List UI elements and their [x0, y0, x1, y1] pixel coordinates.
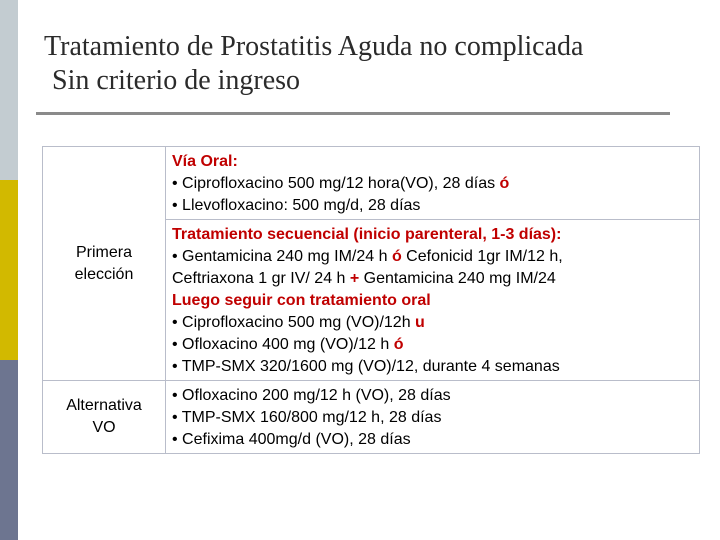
line-text: • Gentamicina 240 mg IM/24 h [172, 248, 392, 265]
line-text: Ceftriaxona 1 gr IV/ 24 h [172, 270, 350, 287]
table-line [172, 173, 699, 195]
table-line [172, 385, 699, 407]
line-text: • Ofloxacino 200 mg/12 h (VO), 28 días [172, 387, 451, 404]
decorative-stripe-top [0, 0, 18, 180]
table-row [43, 381, 700, 454]
line-text: • Ciprofloxacino 500 mg/12 hora(VO), 28 días [172, 175, 500, 192]
line-text: • TMP-SMX 320/1600 mg (VO)/12, durante 4 semanas [172, 358, 560, 375]
table-line [172, 246, 699, 268]
table-line [172, 429, 699, 451]
line-tail: Cefonicid 1gr IM/12 h, [401, 248, 563, 265]
line-text: • TMP-SMX 160/800 mg/12 h, 28 días [172, 409, 442, 426]
table-line [172, 224, 699, 246]
decorative-stripe-bottom [0, 360, 18, 540]
row-label-alternativa: Alternativa VO [43, 381, 166, 454]
line-text: • Cefixima 400mg/d (VO), 28 días [172, 431, 411, 448]
line-tail: Gentamicina 240 mg IM/24 [359, 270, 556, 287]
table-line [172, 151, 699, 173]
row-content-secuencial [166, 220, 700, 381]
accent-connector: ó [393, 336, 404, 353]
table-line [172, 407, 699, 429]
slide-title [44, 30, 583, 98]
accent-connector: u [415, 314, 425, 331]
line-text: Tratamiento secuencial (inicio parenteral, 1-3 días): [172, 226, 562, 243]
line-text: Vía Oral: [172, 153, 238, 170]
accent-connector: ó [391, 248, 402, 265]
table-row [43, 147, 700, 220]
table-line [172, 268, 699, 290]
table-line [172, 290, 699, 312]
table-line [172, 312, 699, 334]
line-text: • Ciprofloxacino 500 mg (VO)/12h [172, 314, 416, 331]
table-line [172, 334, 699, 356]
slide-title-line1: Tratamiento de Prostatitis Aguda no complicada [44, 31, 584, 62]
decorative-stripe-middle [0, 180, 18, 360]
row-label-primera: Primera elección [43, 147, 166, 381]
line-text: • Ofloxacino 400 mg (VO)/12 h [172, 336, 394, 353]
line-text: Luego seguir con tratamiento oral [172, 292, 431, 309]
row-content-oral [166, 147, 700, 220]
slide-title-line2: Sin criterio de ingreso [52, 65, 301, 96]
accent-connector: + [349, 270, 360, 287]
row-content-alternativa [166, 381, 700, 454]
line-text: • Llevofloxacino: 500 mg/d, 28 días [172, 197, 421, 214]
title-divider [36, 112, 670, 115]
accent-connector: ó [499, 175, 510, 192]
table-line [172, 195, 699, 217]
treatment-table [42, 146, 700, 454]
table-line [172, 356, 699, 378]
